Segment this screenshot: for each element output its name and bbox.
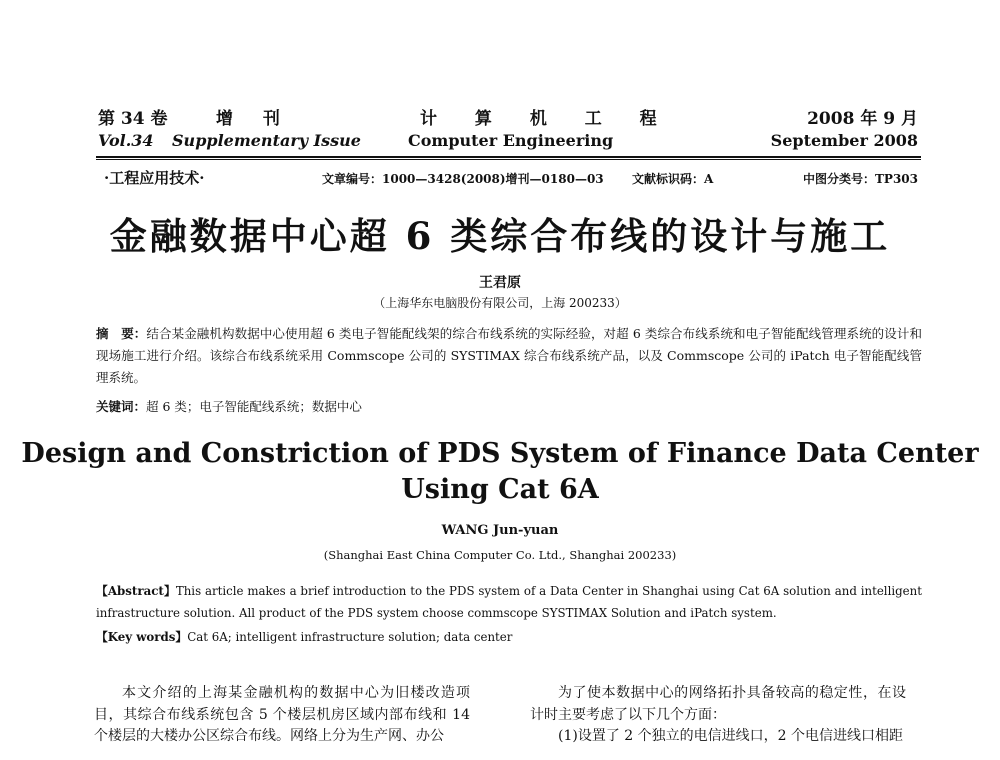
issue-en: Supplementary Issue xyxy=(172,131,361,150)
abstract-en xyxy=(96,580,922,624)
abstract-cn xyxy=(96,323,922,389)
header-rule-thin xyxy=(96,159,921,160)
body-column-right xyxy=(530,683,906,748)
issue-cn: 增 刊 xyxy=(216,109,292,129)
section-tag: ·工程应用技术· xyxy=(104,169,205,187)
keywords-cn-label: 关键词： xyxy=(96,399,147,414)
abstract-en-label: 【Abstract】 xyxy=(96,584,176,598)
abstract-en-text: This article makes a brief introduction to the PDS system of a Data Center in Shanghai using Cat 6A solution and intelligent infrastructure solution. All product of the PDS system choose commscope SYSTIMAX Solution and iPatch system. xyxy=(96,584,922,620)
volume-en: Vol.34 xyxy=(98,131,154,150)
body-paragraph: 本文介绍的上海某金融机构的数据中心为旧楼改造项目，其综合布线系统包含 5 个楼层机房区域内部布线和 14 个楼层的大楼办公区综合布线。网络上分为生产网、办公 xyxy=(94,685,470,744)
abstract-cn-text: 结合某金融机构数据中心使用超 6 类电子智能配线架的综合布线系统的实际经验，对超 6 类综合布线系统和电子智能配线管理系统的设计和现场施工进行介绍。该综合布线系统采用 Commscope 公司的 SYSTIMAX 综合布线系统产品，以及 Commscope 公司的 iPatch 电子智能配线管理系统。 xyxy=(96,326,922,385)
body-column-left xyxy=(94,683,470,748)
author-en: WANG Jun-yuan xyxy=(441,523,559,538)
abstract-cn-label: 摘 要： xyxy=(96,326,147,341)
document-code: 文献标识码：A xyxy=(632,172,714,186)
volume-cn: 第 34 卷 xyxy=(98,109,168,129)
classification-number: 中图分类号：TP303 xyxy=(802,172,918,186)
keywords-en xyxy=(96,626,922,648)
affiliation-cn: （上海华东电脑股份有限公司，上海 200233） xyxy=(373,296,627,310)
journal-name-cn: 计 算 机 工 程 xyxy=(420,109,673,129)
title-en: Design and Constriction of PDS System of Finance Data Center Using Cat 6A xyxy=(21,438,979,505)
keywords-en-text: Cat 6A; intelligent infrastructure solution; data center xyxy=(187,630,513,644)
title-cn: 金融数据中心超 6 类综合布线的设计与施工 xyxy=(109,214,891,258)
journal-name-en: Computer Engineering xyxy=(408,131,614,150)
affiliation-en: (Shanghai East China Computer Co. Ltd., Shanghai 200233) xyxy=(323,548,677,562)
author-cn: 王君原 xyxy=(479,275,521,291)
body-paragraph: 为了使本数据中心的网络拓扑具备较高的稳定性，在设计时主要考虑了以下几个方面： xyxy=(530,685,906,723)
keywords-cn xyxy=(96,396,922,418)
body-paragraph: (1)设置了 2 个独立的电信进线口，2 个电信进线口相距 xyxy=(558,728,903,744)
article-number: 文章编号：1000—3428(2008)增刊—0180—03 xyxy=(322,172,604,186)
header-rule-thick xyxy=(96,156,921,158)
keywords-en-label: 【Key words】 xyxy=(96,630,188,644)
date-cn: 2008 年 9 月 xyxy=(807,109,918,129)
keywords-cn-text: 超 6 类；电子智能配线系统；数据中心 xyxy=(146,399,362,414)
date-en: September 2008 xyxy=(770,131,918,150)
